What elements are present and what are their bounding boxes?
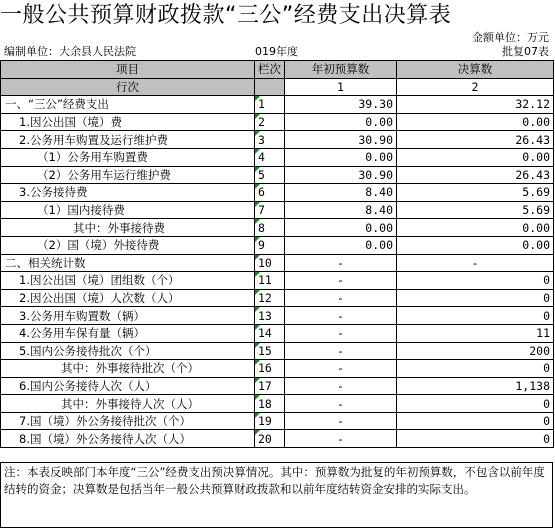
row-final: 0.00 [397,236,554,254]
row-label: 二、相关统计数 [1,254,255,272]
row-final: 0 [397,430,554,448]
row-final: 26.43 [397,166,554,184]
subheader-item: 行次 [1,78,255,96]
row-final: 0 [397,360,554,378]
row-label: （2）公务用车运行维护费 [1,166,255,184]
table-row [1,166,554,184]
row-label: 1.因公出国（境）费 [1,113,255,131]
row-label: 8.国（境）外公务接待人次（人） [1,430,255,448]
header-budget: 年初预算数 [285,61,397,79]
row-index: 1 [255,96,285,114]
table-row [1,254,554,272]
table-row [1,131,554,149]
row-label: 一、“三公”经费支出 [1,96,255,114]
form-number: 批复07表 [502,45,549,58]
row-budget: 0.00 [285,113,397,131]
row-index: 15 [255,342,285,360]
row-final: 0 [397,272,554,290]
table-row [1,412,554,430]
row-budget: 39.30 [285,96,397,114]
row-index: 12 [255,289,285,307]
row-final: 0 [397,395,554,413]
table-row [1,430,554,448]
org-name: 编制单位：大余县人民法院 [4,45,136,58]
row-index: 20 [255,430,285,448]
subheader-row [1,78,554,96]
row-budget: - [285,307,397,325]
row-index: 7 [255,201,285,219]
row-final: 1,138 [397,377,554,395]
row-label: （2）国（境）外接待费 [1,236,255,254]
row-index: 17 [255,377,285,395]
row-budget: 8.40 [285,184,397,202]
row-label: 7.国（境）外公务接待批次（个） [1,412,255,430]
row-label: 5.国内公务接待批次（个） [1,342,255,360]
row-budget: - [285,254,397,272]
subheader-budget: 1 [285,78,397,96]
row-budget: 0.00 [285,236,397,254]
row-budget: - [285,342,397,360]
row-label: 4.公务用车保有量（辆） [1,324,255,342]
table-row [1,184,554,202]
table-row [1,272,554,290]
row-index: 11 [255,272,285,290]
row-index: 5 [255,166,285,184]
row-budget: - [285,289,397,307]
row-final: 200 [397,342,554,360]
row-budget: 30.90 [285,166,397,184]
meta-line [0,45,555,59]
table-row [1,324,554,342]
amount-unit: 金额单位：万元 [472,31,549,44]
row-budget: 30.90 [285,131,397,149]
row-label: （1）公务用车购置费 [1,148,255,166]
row-budget: - [285,412,397,430]
row-final: 26.43 [397,131,554,149]
row-final: 0.00 [397,113,554,131]
row-budget: 0.00 [285,148,397,166]
row-final: 5.69 [397,184,554,202]
row-budget: 8.40 [285,201,397,219]
table-row [1,289,554,307]
row-index: 9 [255,236,285,254]
table-row [1,395,554,413]
row-budget: - [285,395,397,413]
table-row [1,342,554,360]
row-final: 0 [397,412,554,430]
row-label: 1.因公出国（境）团组数（个） [1,272,255,290]
row-final: 0 [397,307,554,325]
row-index: 13 [255,307,285,325]
row-label: 2.因公出国（境）人次数（人） [1,289,255,307]
table-row [1,113,554,131]
row-final: - [397,254,554,272]
row-label: （1）国内接待费 [1,201,255,219]
row-index: 4 [255,148,285,166]
row-index: 18 [255,395,285,413]
row-final: 0.00 [397,148,554,166]
row-budget: - [285,272,397,290]
row-index: 6 [255,184,285,202]
row-index: 2 [255,113,285,131]
row-final: 5.69 [397,201,554,219]
row-final: 0 [397,289,554,307]
row-index: 10 [255,254,285,272]
row-final: 0.00 [397,219,554,237]
row-budget: 0.00 [285,219,397,237]
row-final: 32.12 [397,96,554,114]
row-label: 其中：外事接待人次（人） [1,395,255,413]
row-label: 其中：外事接待批次（个） [1,360,255,378]
expense-table [0,60,554,448]
row-label: 3.公务用车购置数（辆） [1,307,255,325]
row-budget: - [285,430,397,448]
table-row [1,307,554,325]
row-index: 16 [255,360,285,378]
row-label: 3.公务接待费 [1,184,255,202]
row-budget: - [285,324,397,342]
table-row [1,148,554,166]
footnote: 注：本表反映部门本年度“三公”经费支出预决算情况。其中：预算数为批复的年初预算数，不包含以前年度结转的资金；决算数是包括当年一般公共预算财政拨款和以前年度结转资金安排的实际支出。 [0,462,553,528]
table-row [1,377,554,395]
report-year: 019年度 [255,45,298,58]
row-label: 其中：外事接待费 [1,219,255,237]
row-final: 11 [397,324,554,342]
header-final: 决算数 [397,61,554,79]
row-budget: - [285,360,397,378]
row-label: 2.公务用车购置及运行维护费 [1,131,255,149]
row-label: 6.国内公务接待人次（人） [1,377,255,395]
table-row [1,201,554,219]
page-title: 一般公共预算财政拨款“三公”经费支出决算表 [0,3,452,28]
row-index: 14 [255,324,285,342]
table-row [1,219,554,237]
row-index: 3 [255,131,285,149]
header-item: 项目 [1,61,255,79]
subheader-col-no [255,78,285,96]
row-budget: - [285,377,397,395]
table-row [1,360,554,378]
header-col-no: 栏次 [255,61,285,79]
table-row [1,96,554,114]
subheader-final: 2 [397,78,554,96]
row-index: 19 [255,412,285,430]
header-row [1,61,554,79]
table-row [1,236,554,254]
row-index: 8 [255,219,285,237]
